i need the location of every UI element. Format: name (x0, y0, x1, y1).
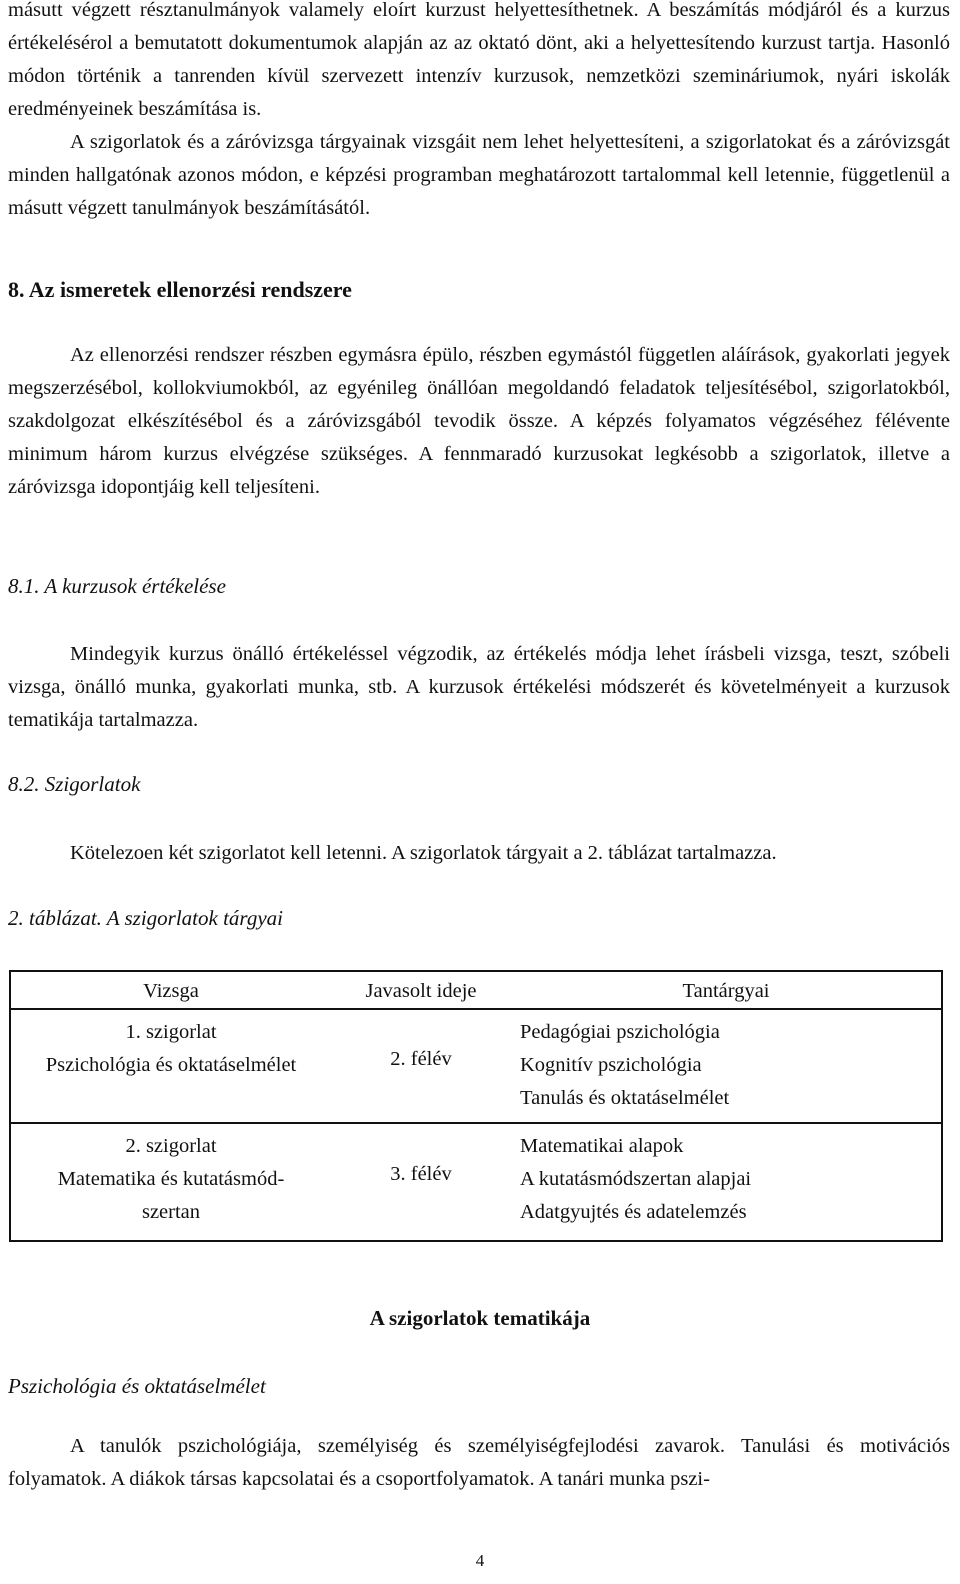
psy-paragraph: A tanulók pszichológiája, személyiség és személyiségfejlodési zavarok. Tanulási és motivációs folyamatok. A diákok társas kapcsolatai és a csoportfolyamatok. A tanári munka pszi- (8, 1435, 950, 1490)
tematika-heading: A szigorlatok tematikája (369, 1306, 591, 1330)
section-8-2-paragraph: Kötelezoen két szigorlatot kell letenni. A szigorlatok tárgyait a 2. táblázat tartalmazza. (70, 842, 777, 864)
section-8-1-heading: 8.1. A kurzusok értékelése (8, 574, 226, 598)
paragraph-credit-transfer: másutt végzett résztanulmányok valamely eloírt kurzust helyettesíthetnek. A beszámítás módjáról és a kurzus értékelésérol a bemutatott dokumentumok alapján az az oktató dönt, aki a helyettesítendo kurzust tartja. Hasonló módon történik a tanrenden kívül szervezett intenzív kurzusok, nemzetközi szemináriumok, nyári iskolák eredményeinek beszámítása is. (8, 0, 950, 120)
table-row-2-ideje: 3. félév (390, 1163, 452, 1185)
section-8-paragraph: Az ellenorzési rendszer részben egymásra épülo, részben egymástól független aláírások, gyakorlati jegyek megszerzésébol, kollokviumokból, az egyénileg önállóan megoldandó feladatok teljesítésébol, szigorlatokból, szakdolgozat elkészítésébol és a záróvizsgából tevodik össze. A képzés folyamatos végzéséhez félévente minimum három kurzus elvégzése szükséges. A fennmaradó kurzusokat legkésobb a szigorlatok, illetve a záróvizsga idopontjáig kell teljesíteni. (8, 344, 950, 498)
table-row-1-targyak: Pedagógiai pszichológia Kognitív pszichológia Tanulás és oktatáselmélet (520, 1021, 730, 1109)
page-number: 4 (475, 1551, 485, 1570)
table-caption: 2. táblázat. A szigorlatok tárgyai (8, 906, 283, 930)
table-row-2-targyak: Matematikai alapok A kutatásmódszertan alapjai Adatgyujtés és adatelemzés (520, 1135, 752, 1223)
table-header-targyak: Tantárgyai (682, 980, 770, 1002)
table-divider (11, 1122, 941, 1124)
section-8-1-paragraph: Mindegyik kurzus önálló értékeléssel végzodik, az értékelés módja lehet írásbeli vizsga, teszt, szóbeli vizsga, önálló munka, gyakorlati munka, stb. A kurzusok értékelési módszerét és követelményeit a kurzusok tematikája tartalmazza. (8, 643, 950, 731)
section-8-2-heading: 8.2. Szigorlatok (8, 772, 141, 796)
table-header-vizsga: Vizsga (143, 980, 199, 1002)
table-divider (11, 1008, 941, 1010)
table-row-1-ideje: 2. félév (390, 1048, 452, 1070)
table-header-ideje: Javasolt ideje (365, 980, 477, 1002)
table-row-1-vizsga: 1. szigorlat Pszichológia és oktatáselmélet (45, 1021, 297, 1076)
psy-subheading: Pszichológia és oktatáselmélet (8, 1374, 266, 1398)
szigorlat-table (9, 970, 943, 1242)
paragraph-szigorlat-rules: A szigorlatok és a záróvizsga tárgyainak vizsgáit nem lehet helyettesíteni, a szigorlatokat és a záróvizsgát minden hallgatónak azonos módon, e képzési programban meghatározott tartalommal kell letennie, függetlenül a másutt végzett tanulmányok beszámításától. (8, 131, 950, 219)
table-row-2-vizsga: 2. szigorlat Matematika és kutatásmód- szertan (57, 1135, 285, 1223)
section-8-heading: 8. Az ismeretek ellenorzési rendszere (8, 277, 352, 302)
